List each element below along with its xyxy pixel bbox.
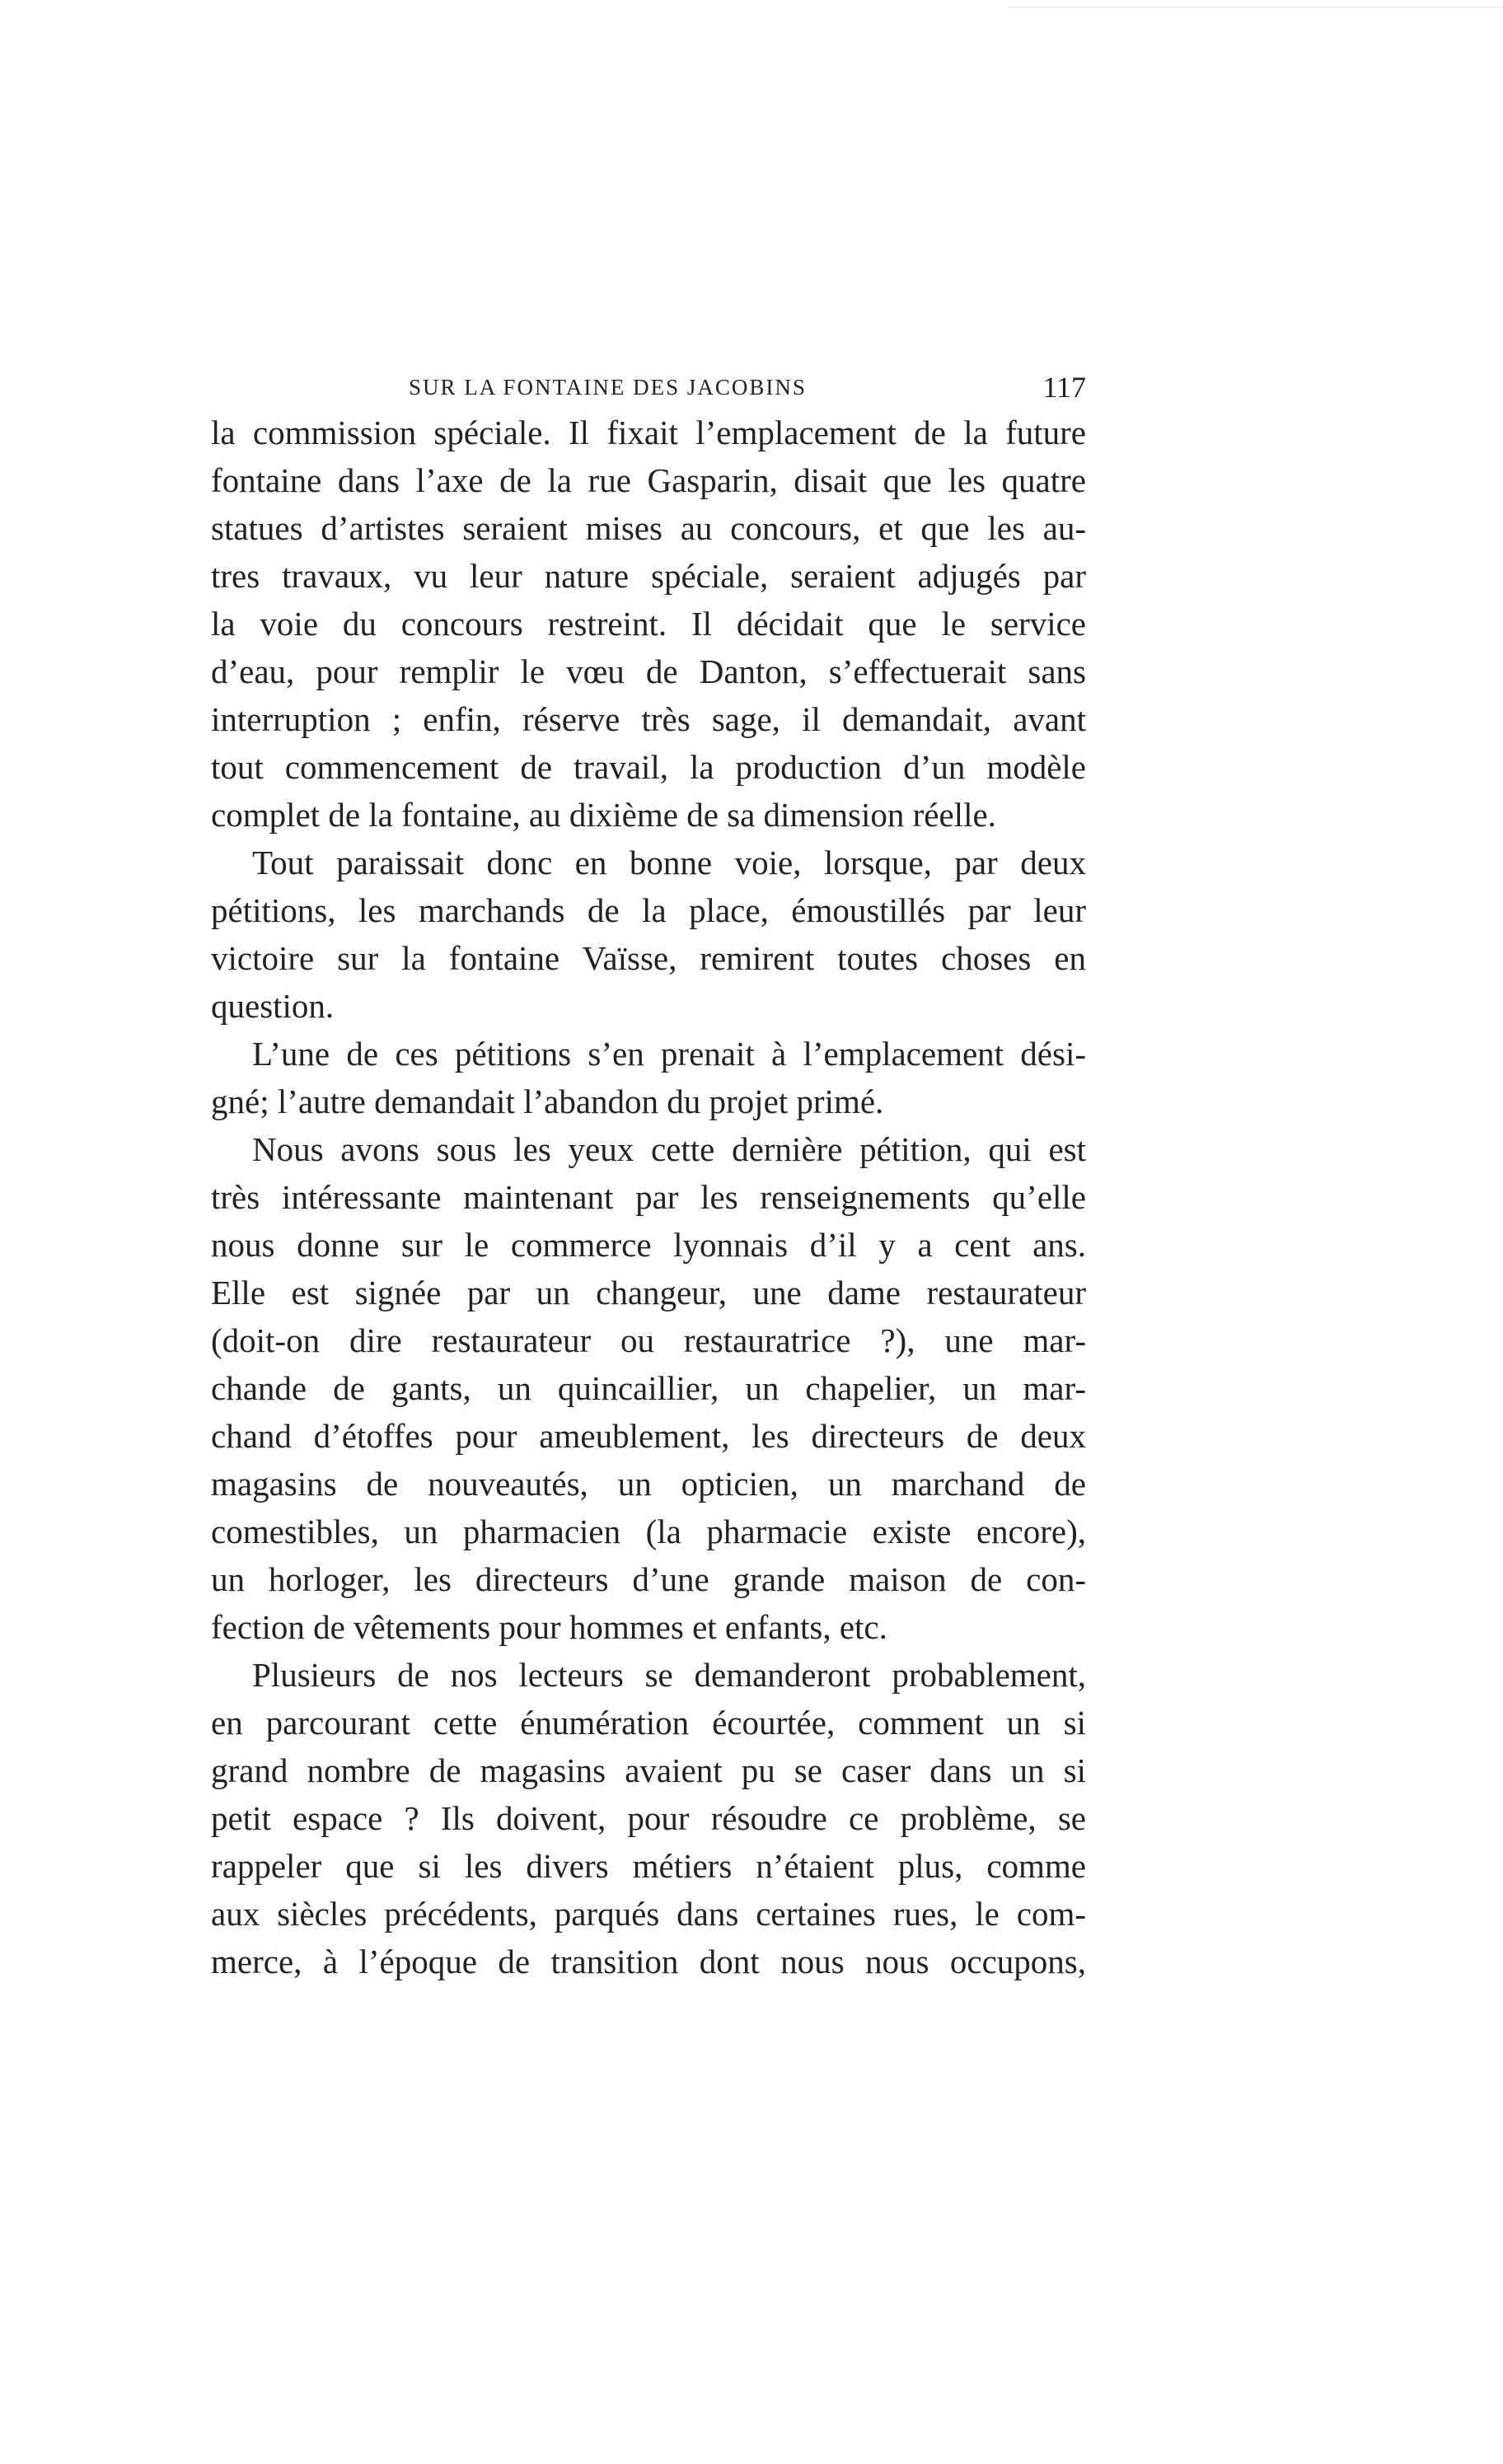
text-line: complet de la fontaine, au dixième de sa dimension réelle. xyxy=(211,796,996,834)
text-line: rappeler que si les divers métiers n’étaient plus, comme xyxy=(211,1847,1086,1885)
text-line: fection de vêtements pour hommes et enfants, etc. xyxy=(211,1608,887,1646)
text-line: très intéressante maintenant par les renseignements qu’elle xyxy=(211,1178,1086,1216)
running-title: SUR LA FONTAINE DES JACOBINS xyxy=(409,375,807,400)
body-text xyxy=(211,409,1086,1985)
text-line: (doit-on dire restaurateur ou restauratrice ?), une mar- xyxy=(211,1321,1086,1359)
text-line: Plusieurs de nos lecteurs se demanderont probablement, xyxy=(252,1656,1086,1694)
text-line: petit espace ? Ils doivent, pour résoudre ce problème, se xyxy=(211,1799,1086,1837)
text-line: Nous avons sous les yeux cette dernière pétition, qui est xyxy=(252,1130,1086,1168)
text-line: fontaine dans l’axe de la rue Gasparin, disait que les quatre xyxy=(211,461,1086,499)
text-line: d’eau, pour remplir le vœu de Danton, s’effectuerait sans xyxy=(211,652,1086,690)
text-line: gné; l’autre demandait l’abandon du projet primé. xyxy=(211,1082,884,1120)
text-line: Elle est signée par un changeur, une dame restaurateur xyxy=(211,1274,1086,1311)
text-line: merce, à l’époque de transition dont nous nous occupons, xyxy=(211,1943,1086,1980)
text-line: victoire sur la fontaine Vaïsse, remirent toutes choses en xyxy=(211,939,1086,977)
text-line: grand nombre de magasins avaient pu se caser dans un si xyxy=(211,1751,1086,1789)
text-line: magasins de nouveautés, un opticien, un marchand de xyxy=(211,1465,1086,1503)
page-number: 117 xyxy=(1042,371,1086,404)
text-line: tout commencement de travail, la production d’un modèle xyxy=(211,748,1086,786)
text-line: L’une de ces pétitions s’en prenait à l’emplacement dési- xyxy=(252,1035,1086,1073)
text-line: en parcourant cette énumération écourtée, comment un si xyxy=(211,1704,1086,1742)
text-line: chande de gants, un quincaillier, un chapelier, un mar- xyxy=(211,1369,1086,1407)
text-line: statues d’artistes seraient mises au concours, et que les au- xyxy=(211,509,1086,547)
text-line: pétitions, les marchands de la place, émoustillés par leur xyxy=(211,891,1086,929)
text-line: la commission spéciale. Il fixait l’emplacement de la future xyxy=(211,414,1086,451)
text-line: Tout paraissait donc en bonne voie, lorsque, par deux xyxy=(252,844,1086,881)
page-header xyxy=(211,362,1086,412)
text-line: tres travaux, vu leur nature spéciale, seraient adjugés par xyxy=(211,557,1086,595)
text-line: interruption ; enfin, réserve très sage, il demandait, avant xyxy=(211,700,1086,738)
text-line: aux siècles précédents, parqués dans certaines rues, le com- xyxy=(211,1895,1086,1933)
text-line: chand d’étoffes pour ameublement, les directeurs de deux xyxy=(211,1417,1086,1455)
text-line: question. xyxy=(211,987,335,1025)
text-line: comestibles, un pharmacien (la pharmacie existe encore), xyxy=(211,1513,1086,1550)
text-line: la voie du concours restreint. Il décidait que le service xyxy=(211,605,1086,643)
text-line: un horloger, les directeurs d’une grande maison de con- xyxy=(211,1560,1086,1598)
text-line: nous donne sur le commerce lyonnais d’il y a cent ans. xyxy=(211,1226,1086,1264)
